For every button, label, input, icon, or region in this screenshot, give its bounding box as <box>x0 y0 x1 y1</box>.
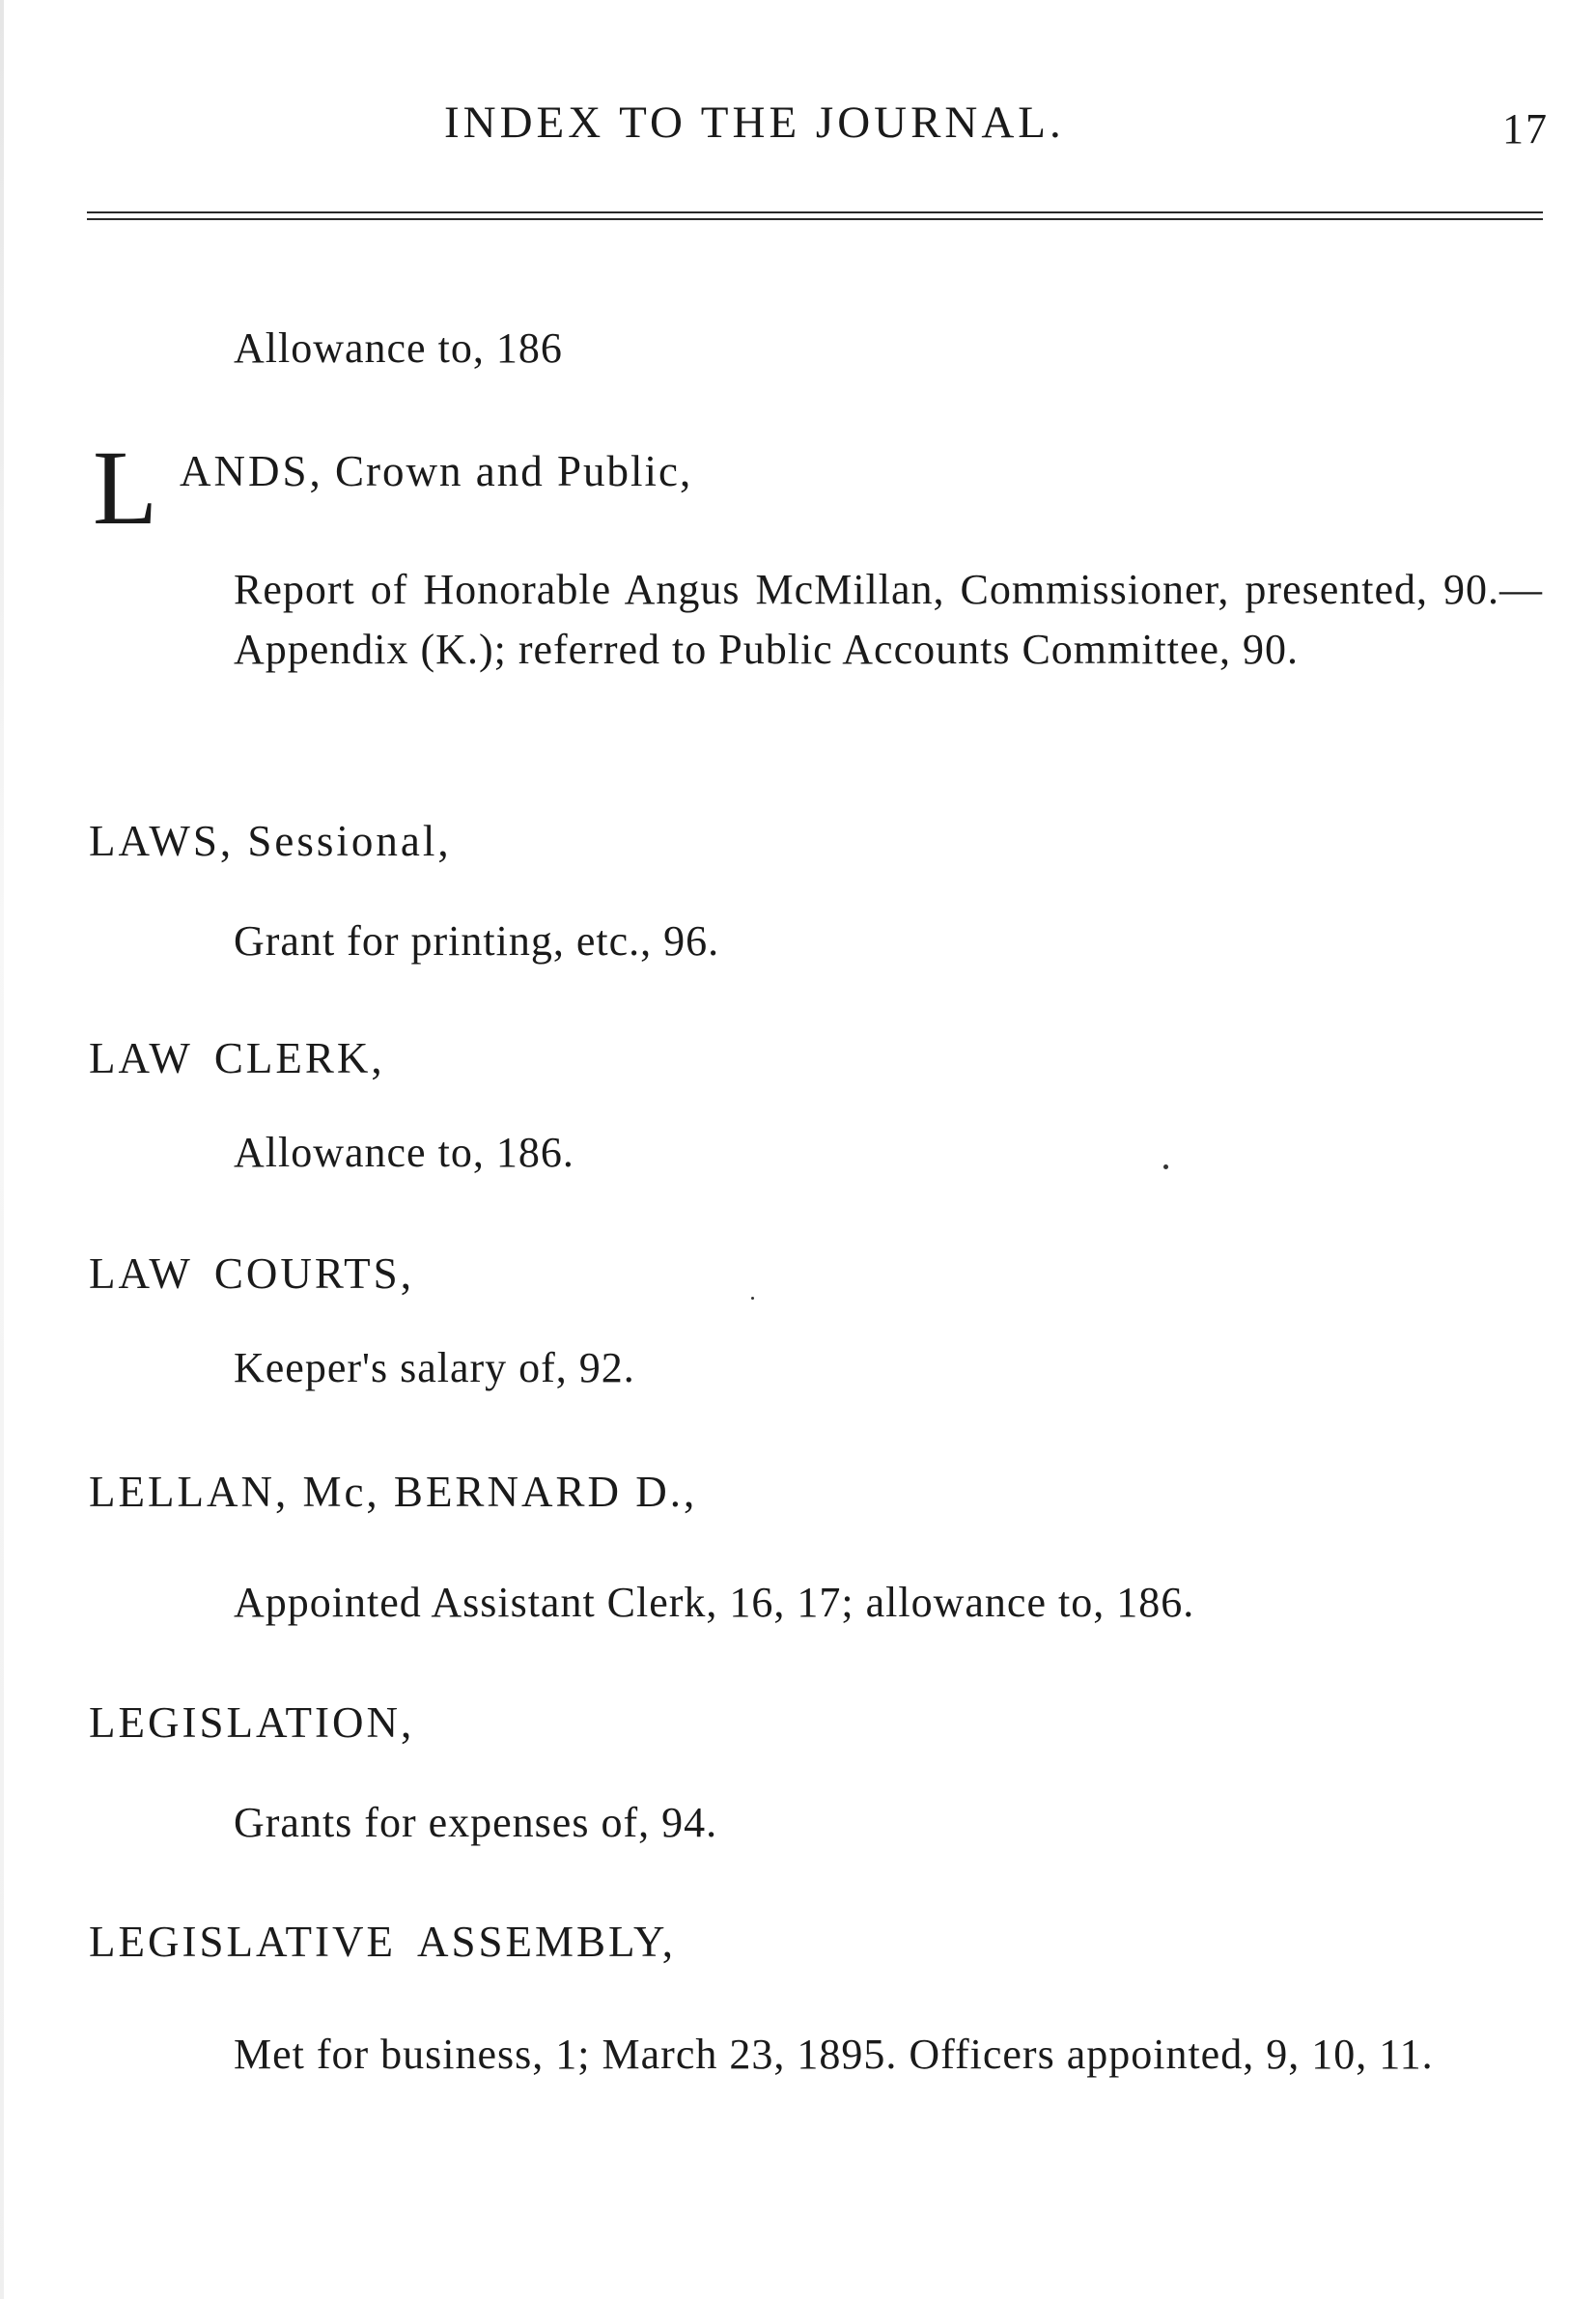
heading-word: CLERK, <box>213 1034 385 1082</box>
page-edge-shadow <box>0 0 4 2299</box>
scan-speck <box>751 1297 754 1300</box>
index-subentry: Grant for printing, etc., 96. <box>234 917 720 965</box>
index-subentry: Keeper's salary of, 92. <box>234 1344 635 1391</box>
index-subentry-continued: Allowance to, 186 <box>234 324 563 372</box>
index-heading: LAWS, Sessional, <box>89 817 452 865</box>
index-heading <box>89 1917 676 1967</box>
heading-word: LAW <box>89 1249 193 1298</box>
heading-text: , Crown and Public, <box>309 447 693 495</box>
index-subentry: Appointed Assistant Clerk, 16, 17; allowance to, 186. <box>234 1579 1195 1626</box>
scan-speck <box>1163 1164 1168 1169</box>
index-heading: LEGISLATION, <box>89 1698 415 1747</box>
index-heading <box>89 1248 414 1299</box>
heading-word: COURTS, <box>213 1249 414 1298</box>
index-subentry: Grants for expenses of, 94. <box>234 1799 718 1846</box>
index-subentry: Met for business, 1; March 23, 1895. Officers appointed, 9, 10, 11. <box>234 2031 1434 2078</box>
running-title: INDEX TO THE JOURNAL. <box>444 98 1065 148</box>
header-rule-top <box>87 211 1543 213</box>
index-heading-lands <box>180 446 692 496</box>
header-rule-bottom <box>87 218 1543 220</box>
index-heading: LELLAN, Mc, BERNARD D., <box>89 1468 698 1516</box>
index-heading <box>89 1033 385 1083</box>
page-number: 17 <box>1502 105 1549 153</box>
running-head <box>0 97 1596 154</box>
index-subentry: Report of Honorable Angus McMillan, Commissioner, presented, 90.—Appendix (K.); referred to Public Accounts Committee, 90. <box>234 566 1543 673</box>
heading-word: ASSEMBLY, <box>416 1918 676 1966</box>
heading-word: LEGISLATIVE <box>89 1918 396 1966</box>
heading-word: LAW <box>89 1034 193 1082</box>
dropcap-initial: L <box>93 429 158 547</box>
heading-caps: ANDS <box>180 447 310 495</box>
index-subentry: Allowance to, 186. <box>234 1129 574 1176</box>
